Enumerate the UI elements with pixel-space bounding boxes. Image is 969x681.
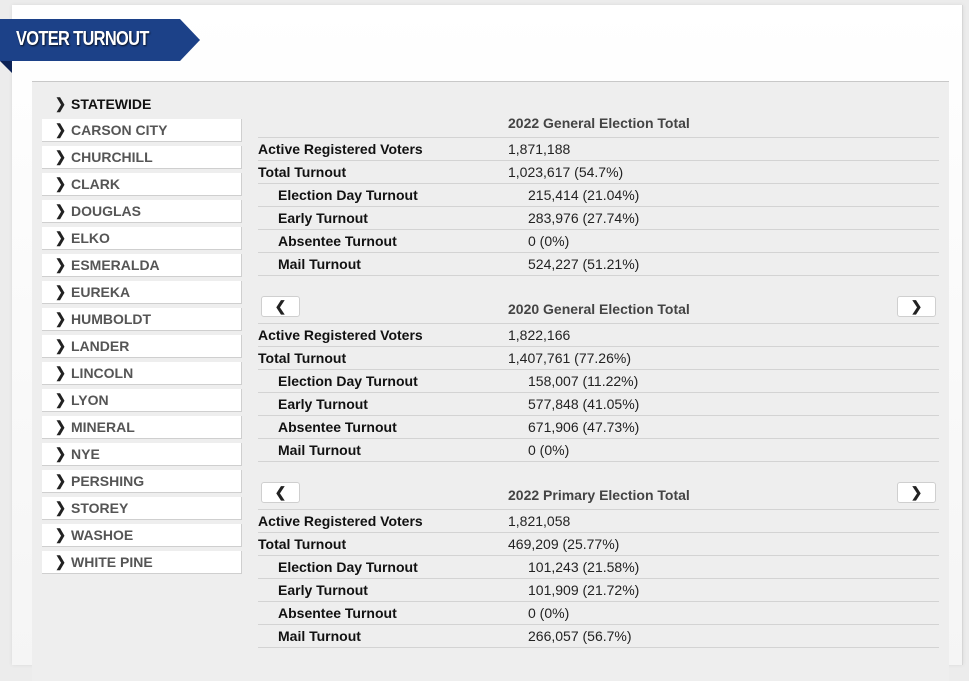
section-title: 2022 Primary Election Total (508, 487, 690, 503)
chevron-right-icon: ❯ (55, 121, 66, 138)
sidebar-item-label: ELKO (71, 230, 110, 246)
sidebar-item-label: CARSON CITY (71, 122, 168, 138)
row-label: Absentee Turnout (278, 233, 397, 249)
table-row (258, 602, 939, 625)
turnout-tables (258, 110, 939, 648)
section-header (258, 296, 939, 324)
chevron-right-icon: ❯ (55, 175, 66, 192)
sidebar-item-label: EUREKA (71, 284, 131, 300)
table-row (258, 393, 939, 416)
section-title: 2020 General Election Total (508, 301, 690, 317)
sidebar-item-pershing[interactable] (42, 470, 242, 493)
turnout-panel (32, 81, 949, 681)
election-section-2020-general (258, 296, 939, 462)
sidebar-item-esmeralda[interactable] (42, 254, 242, 277)
row-value: 0 (0%) (528, 233, 570, 249)
chevron-left-icon: ❮ (274, 298, 287, 314)
chevron-right-icon: ❯ (55, 283, 66, 300)
row-label: Absentee Turnout (278, 605, 397, 621)
section-title: 2022 General Election Total (508, 115, 690, 131)
next-election-button[interactable] (897, 296, 936, 317)
sidebar-item-churchill[interactable] (42, 146, 242, 169)
sidebar-item-label: STOREY (71, 500, 129, 516)
row-value: 671,906 (47.73%) (528, 419, 640, 435)
page-title: VOTER TURNOUT (16, 28, 149, 50)
chevron-right-icon: ❯ (55, 364, 66, 381)
chevron-right-icon: ❯ (55, 94, 66, 112)
row-value: 101,243 (21.58%) (528, 559, 640, 575)
row-label: Early Turnout (278, 396, 368, 412)
chevron-right-icon: ❯ (55, 310, 66, 327)
table-row (258, 439, 939, 462)
chevron-right-icon: ❯ (55, 445, 66, 462)
row-value: 1,821,058 (508, 513, 571, 529)
row-label: Active Registered Voters (258, 141, 423, 157)
section-header (258, 110, 939, 138)
sidebar-item-lander[interactable] (42, 335, 242, 358)
sidebar-item-washoe[interactable] (42, 524, 242, 547)
sidebar-item-label: LYON (71, 392, 109, 408)
chevron-right-icon: ❯ (910, 298, 923, 314)
chevron-right-icon: ❯ (55, 418, 66, 435)
sidebar-item-label: MINERAL (71, 419, 135, 435)
table-row (258, 556, 939, 579)
row-label: Total Turnout (258, 164, 347, 180)
row-label: Election Day Turnout (278, 559, 418, 575)
sidebar-item-label: CLARK (71, 176, 120, 192)
table-row (258, 347, 939, 370)
row-label: Mail Turnout (278, 628, 361, 644)
table-row (258, 161, 939, 184)
sidebar-item-label: WASHOE (71, 527, 134, 543)
row-label: Active Registered Voters (258, 513, 423, 529)
sidebar-item-label: STATEWIDE (71, 95, 152, 112)
sidebar-item-douglas[interactable] (42, 200, 242, 223)
table-row (258, 184, 939, 207)
chevron-left-icon: ❮ (274, 484, 287, 500)
chevron-right-icon: ❯ (55, 256, 66, 273)
sidebar-item-elko[interactable] (42, 227, 242, 250)
sidebar-item-storey[interactable] (42, 497, 242, 520)
table-row (258, 510, 939, 533)
sidebar-item-humboldt[interactable] (42, 308, 242, 331)
sidebar-item-label: NYE (71, 446, 100, 462)
county-sidebar (42, 92, 242, 578)
row-value: 266,057 (56.7%) (528, 628, 632, 644)
sidebar-item-nye[interactable] (42, 443, 242, 466)
table-row (258, 253, 939, 276)
chevron-right-icon: ❯ (910, 484, 923, 500)
section-header (258, 482, 939, 510)
sidebar-item-lincoln[interactable] (42, 362, 242, 385)
row-value: 1,407,761 (77.26%) (508, 350, 631, 366)
sidebar-item-label: DOUGLAS (71, 203, 141, 219)
election-section-2022-primary (258, 482, 939, 648)
sidebar-item-white-pine[interactable] (42, 551, 242, 574)
table-row (258, 416, 939, 439)
chevron-right-icon: ❯ (55, 499, 66, 516)
row-label: Election Day Turnout (278, 373, 418, 389)
row-value: 469,209 (25.77%) (508, 536, 620, 552)
row-value: 524,227 (51.21%) (528, 256, 640, 272)
election-section-2022-general (258, 110, 939, 276)
chevron-right-icon: ❯ (55, 472, 66, 489)
sidebar-item-label: PERSHING (71, 473, 145, 489)
row-label: Early Turnout (278, 210, 368, 226)
table-row (258, 207, 939, 230)
row-value: 1,871,188 (508, 141, 571, 157)
row-value: 0 (0%) (528, 605, 570, 621)
chevron-right-icon: ❯ (55, 526, 66, 543)
row-label: Early Turnout (278, 582, 368, 598)
previous-election-button[interactable] (261, 296, 300, 317)
chevron-right-icon: ❯ (55, 148, 66, 165)
table-row (258, 625, 939, 648)
sidebar-item-label: WHITE PINE (71, 554, 153, 570)
sidebar-item-label: CHURCHILL (71, 149, 153, 165)
chevron-right-icon: ❯ (55, 229, 66, 246)
table-row (258, 579, 939, 602)
row-label: Total Turnout (258, 536, 347, 552)
chevron-right-icon: ❯ (55, 391, 66, 408)
sidebar-item-label: LANDER (71, 338, 130, 354)
chevron-right-icon: ❯ (55, 337, 66, 354)
table-row (258, 370, 939, 393)
chevron-right-icon: ❯ (55, 553, 66, 570)
row-label: Election Day Turnout (278, 187, 418, 203)
sidebar-item-label: HUMBOLDT (71, 311, 152, 327)
row-label: Total Turnout (258, 350, 347, 366)
sidebar-item-label: LINCOLN (71, 365, 134, 381)
previous-election-button[interactable] (261, 482, 300, 503)
sidebar-item-clark[interactable] (42, 173, 242, 196)
table-row (258, 138, 939, 161)
sidebar-item-label: ESMERALDA (71, 257, 160, 273)
row-label: Mail Turnout (278, 256, 361, 272)
row-value: 283,976 (27.74%) (528, 210, 640, 226)
table-row (258, 324, 939, 347)
row-value: 215,414 (21.04%) (528, 187, 640, 203)
row-value: 1,023,617 (54.7%) (508, 164, 624, 180)
next-election-button[interactable] (897, 482, 936, 503)
row-label: Mail Turnout (278, 442, 361, 458)
title-ribbon (0, 19, 200, 61)
sidebar-item-eureka[interactable] (42, 281, 242, 304)
row-value: 1,822,166 (508, 327, 571, 343)
row-value: 101,909 (21.72%) (528, 582, 640, 598)
ribbon-fold (0, 61, 12, 73)
row-value: 0 (0%) (528, 442, 570, 458)
sidebar-item-mineral[interactable] (42, 416, 242, 439)
table-row (258, 533, 939, 556)
row-label: Active Registered Voters (258, 327, 423, 343)
sidebar-item-statewide[interactable] (42, 92, 242, 115)
table-row (258, 230, 939, 253)
sidebar-item-carson-city[interactable] (42, 119, 242, 142)
row-label: Absentee Turnout (278, 419, 397, 435)
chevron-right-icon: ❯ (55, 202, 66, 219)
row-value: 158,007 (11.22%) (528, 373, 639, 389)
sidebar-item-lyon[interactable] (42, 389, 242, 412)
row-value: 577,848 (41.05%) (528, 396, 640, 412)
